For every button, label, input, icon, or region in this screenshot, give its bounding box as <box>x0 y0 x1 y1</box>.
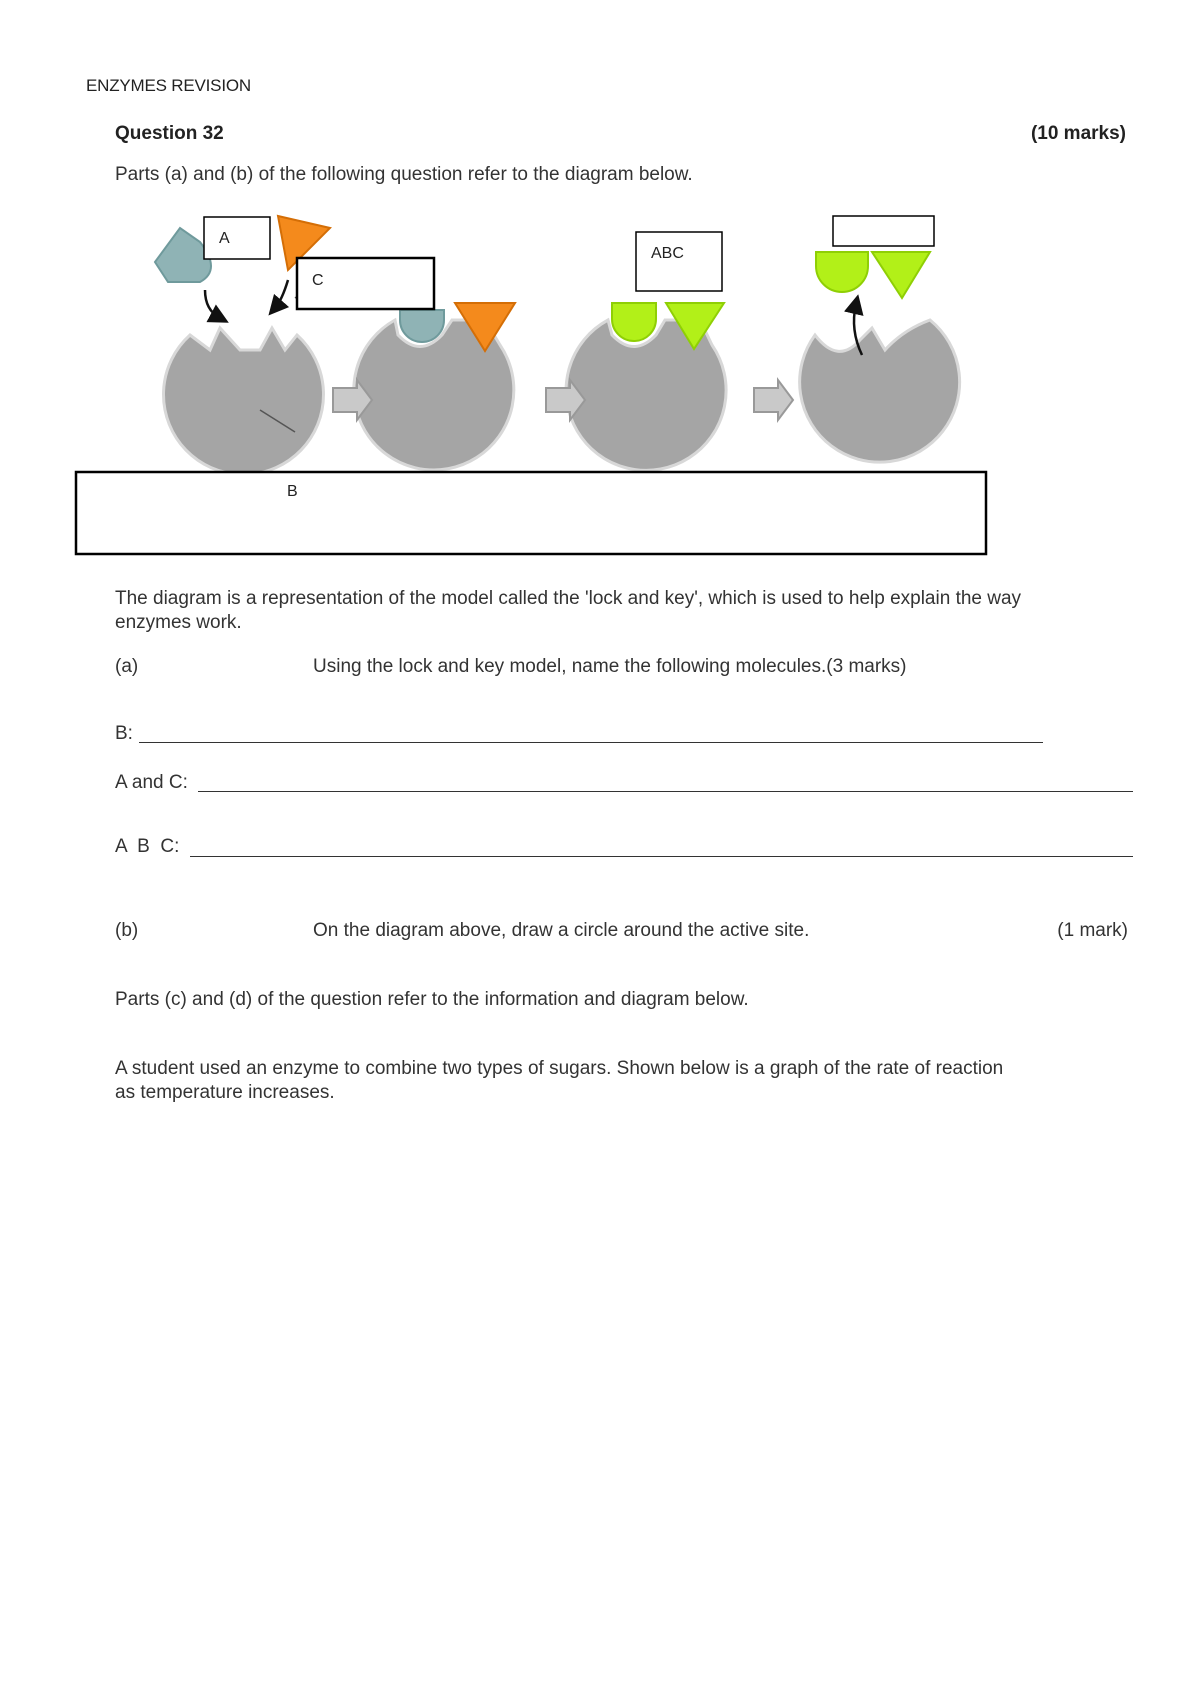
enzyme-1 <box>164 328 324 474</box>
question-intro: Parts (a) and (b) of the following question refer to the diagram below. <box>115 164 693 185</box>
part-a-prompt: Using the lock and key model, name the following molecules.(3 marks) <box>313 656 907 677</box>
answer-b-label: B: <box>115 723 133 744</box>
part-b-label: (b) <box>115 920 139 941</box>
label-a: A <box>219 230 230 247</box>
arrow-a-to-site <box>205 290 220 318</box>
answer-ac-label: A and C: <box>115 772 188 793</box>
answer-ac-line[interactable] <box>198 791 1133 792</box>
label-b: B <box>287 483 298 500</box>
part-b-marks: (1 mark) <box>1057 920 1128 941</box>
answer-b-line[interactable] <box>139 742 1043 743</box>
lock-and-key-diagram <box>0 200 1200 560</box>
enzyme-4 <box>800 320 960 462</box>
answer-abc-line[interactable] <box>190 856 1133 857</box>
question-title: Question 32 <box>115 123 224 144</box>
parts-cd-intro: Parts (c) and (d) of the question refer to the information and diagram below. <box>115 989 749 1010</box>
process-arrow-3 <box>754 380 793 420</box>
arrow-c-to-site <box>275 280 288 308</box>
released-product-part2 <box>872 252 930 298</box>
page-header: ENZYMES REVISION <box>86 76 251 95</box>
part-a-label: (a) <box>115 656 139 677</box>
answer-abc-label: A B C: <box>115 836 180 857</box>
part-b-prompt: On the diagram above, draw a circle around the active site. <box>313 920 810 941</box>
question-marks: (10 marks) <box>1030 123 1126 144</box>
blank-label-box[interactable] <box>833 216 934 246</box>
enzyme-3 <box>566 320 726 470</box>
label-abc: ABC <box>651 245 684 262</box>
released-product-part1 <box>816 252 868 292</box>
substrate-a <box>155 228 211 282</box>
diagram-description: The diagram is a representation of the model called the 'lock and key', which is used to help explain the way enzymes work. <box>115 588 1022 633</box>
label-c: C <box>312 272 324 289</box>
bound-substrate-a <box>400 310 444 342</box>
student-text: A student used an enzyme to combine two types of sugars. Shown below is a graph of the rate of reaction as temperature increases. <box>115 1058 1004 1103</box>
bound-product-part1 <box>612 303 656 341</box>
